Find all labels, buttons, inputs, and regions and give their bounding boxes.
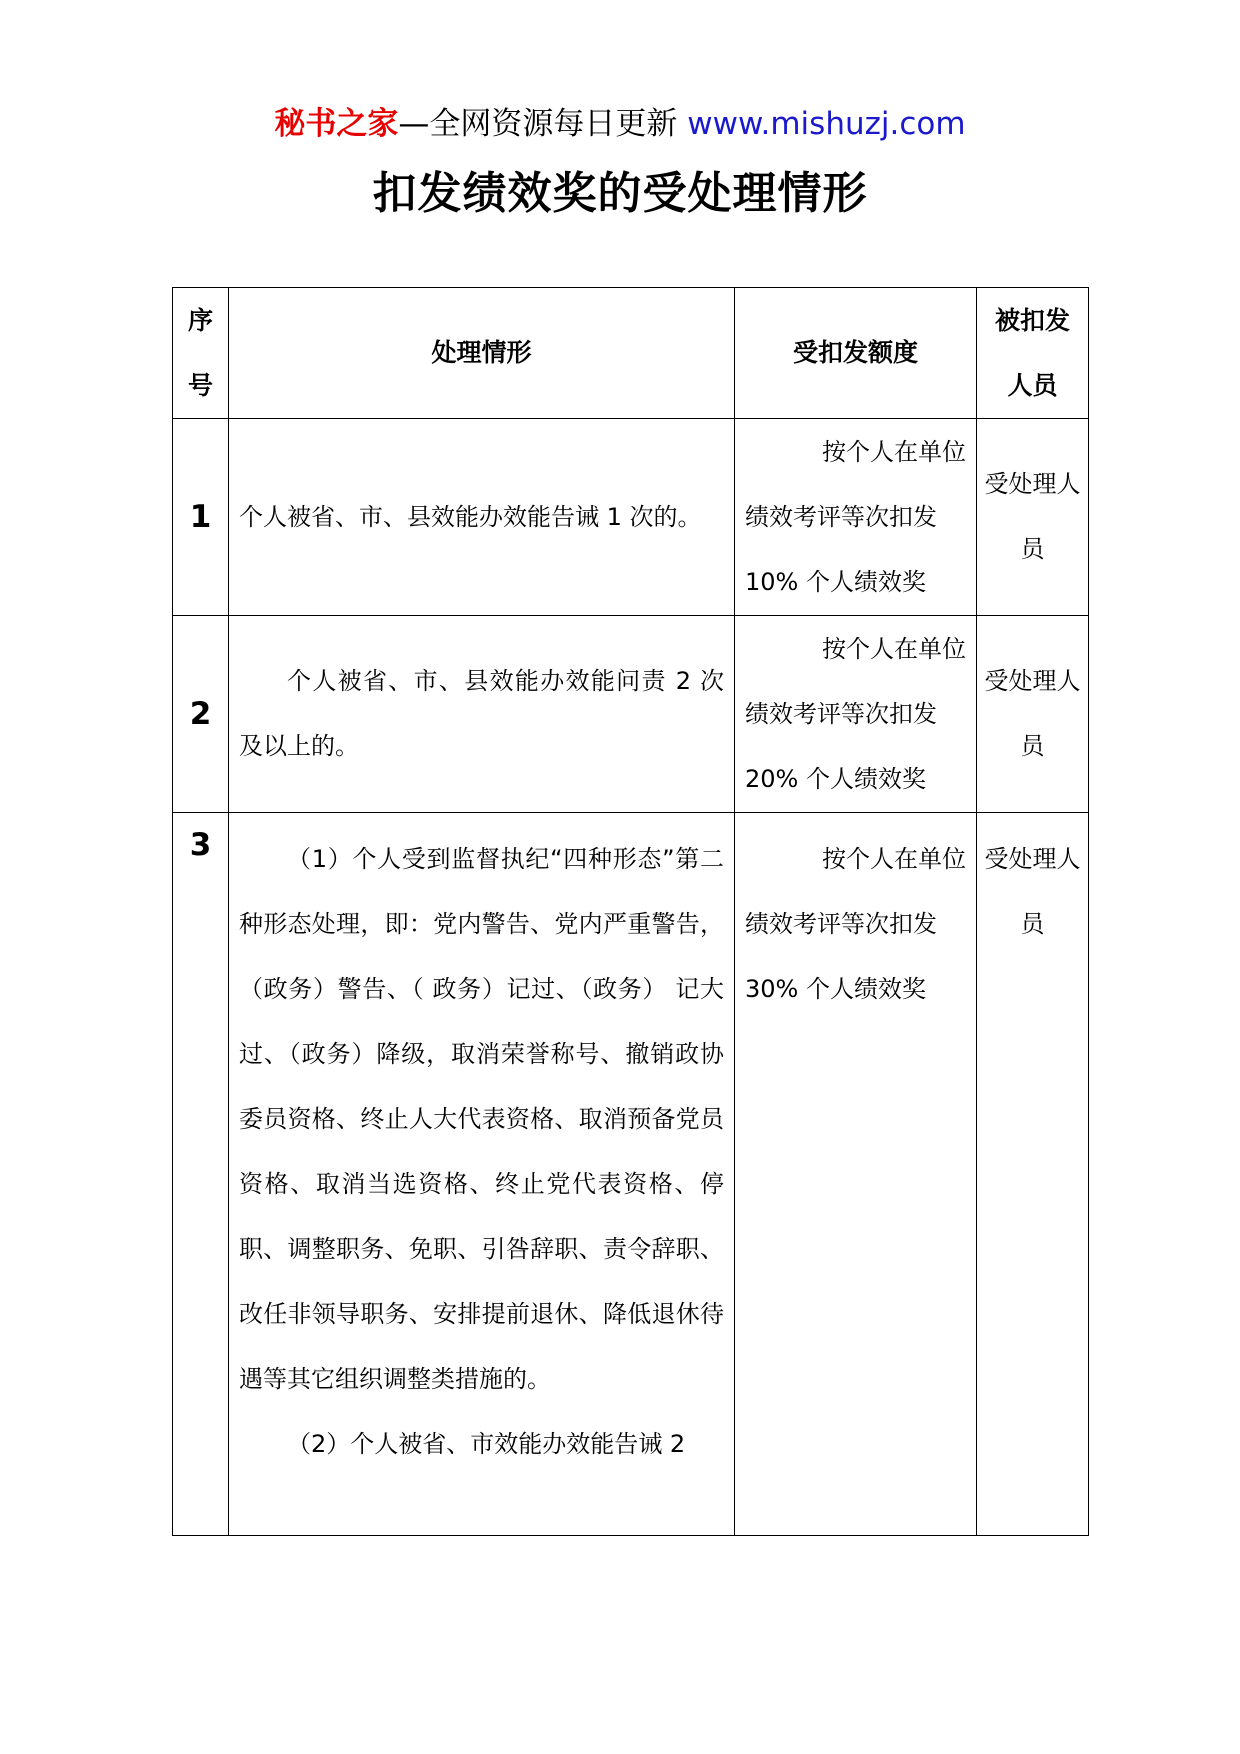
column-header-no: 序号 xyxy=(173,288,229,419)
document-title: 扣发绩效奖的受处理情形 xyxy=(372,168,868,219)
amount-line: 10% 个人绩效奖 xyxy=(745,567,926,596)
brand-name: 秘书之家 xyxy=(274,106,399,142)
row-number: 3 xyxy=(173,813,229,1536)
person-cell: 受处理人员 xyxy=(977,419,1089,616)
amount-line: 30% 个人绩效奖 xyxy=(745,975,926,1003)
row-number: 2 xyxy=(173,616,229,813)
amount-cell xyxy=(735,813,977,1536)
column-header-situation: 处理情形 xyxy=(229,288,735,419)
amount-line: 绩效考评等次扣发 xyxy=(745,699,937,728)
table-row xyxy=(173,616,1089,813)
header-tagline: —全网资源每日更新 xyxy=(398,106,678,142)
situation-paragraph: （2）个人被省、市效能办效能告诫 2 xyxy=(287,1430,686,1458)
situation-paragraph: （1）个人受到监督执纪“四种形态”第二种形态处理，即：党内警告、党内严重警告，（政务）警告、（ 政务）记过、（政务） 记大过、（政务）降级，取消荣誉称号、撤销政协委员资格、终止人大代表资格、取消预备党员资格、取消当选资格、终止党代表资格、停职、调整职务、免职、引咎辞职、责令辞职、改任非领导职务、安排提前退休、降低退休待遇等其它组织调整类措施的。 xyxy=(239,845,724,1393)
situation-cell xyxy=(229,813,735,1536)
amount-cell xyxy=(735,419,977,616)
column-header-amount: 受扣发额度 xyxy=(735,288,977,419)
situation-text: 个人被省、市、县效能办效能告诫 1 次的。 xyxy=(239,502,702,531)
situation-cell xyxy=(229,419,735,616)
amount-cell xyxy=(735,616,977,813)
amount-line: 绩效考评等次扣发 xyxy=(745,910,937,938)
table-header-row xyxy=(173,288,1089,419)
deduction-table xyxy=(172,287,1089,1536)
amount-line: 按个人在单位 xyxy=(822,634,966,663)
table-row xyxy=(173,813,1089,1536)
row-number: 1 xyxy=(173,419,229,616)
person-cell: 受处理人员 xyxy=(977,616,1089,813)
column-header-person: 被扣发人员 xyxy=(977,288,1089,419)
site-url-link[interactable]: www.mishuzj.com xyxy=(687,106,966,142)
amount-line: 按个人在单位 xyxy=(822,845,966,873)
amount-line: 绩效考评等次扣发 xyxy=(745,502,937,531)
amount-line: 按个人在单位 xyxy=(822,437,966,466)
table-row xyxy=(173,419,1089,616)
site-header xyxy=(0,104,1240,144)
amount-line: 20% 个人绩效奖 xyxy=(745,764,926,793)
situation-cell xyxy=(229,616,735,813)
person-cell: 受处理人员 xyxy=(977,813,1089,1536)
situation-text: 个人被省、市、县效能办效能问责 2 次及以上的。 xyxy=(239,667,724,760)
